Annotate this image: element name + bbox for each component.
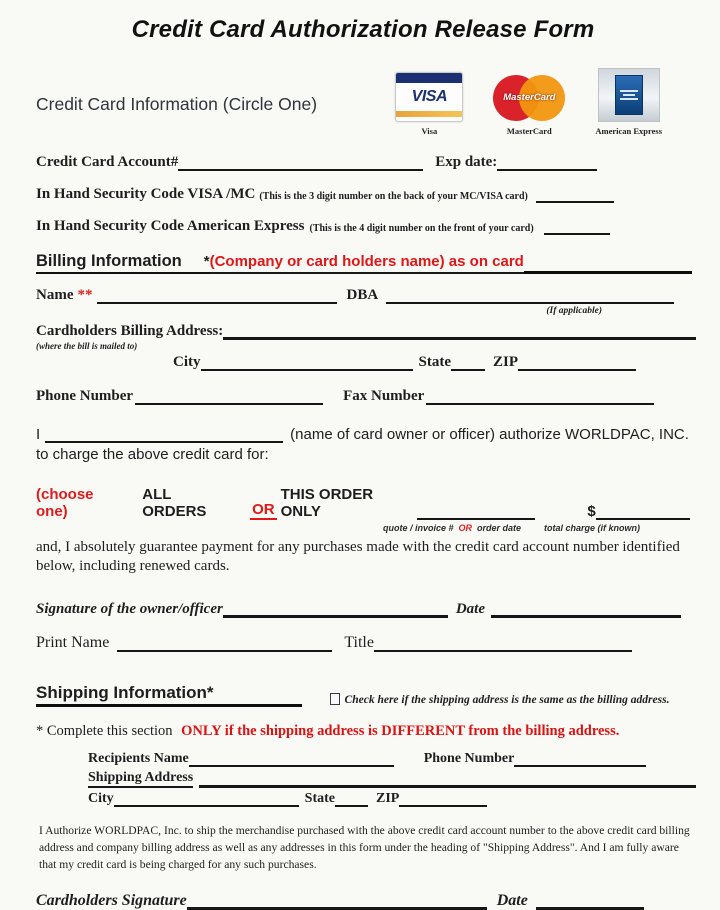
billing-header-spacer: [182, 268, 204, 274]
order-note-quote: quote / invoice #: [383, 523, 454, 533]
card-info-row: [36, 68, 690, 136]
order-note-total: total charge (if known): [544, 523, 641, 533]
exp-date-label: Exp date:: [435, 154, 498, 170]
shipping-fields: [88, 751, 690, 807]
security-visa-blank[interactable]: [536, 197, 614, 203]
shipping-heading: Shipping Information*: [36, 683, 302, 707]
security-amex-row: [36, 218, 690, 235]
authorizer-suffix: (name of card owner or officer) authorize WORLDPAC, INC.: [290, 426, 689, 443]
recipients-row: [88, 751, 690, 767]
amex-card-line: [623, 94, 635, 96]
shipping-address-row: [88, 770, 696, 788]
shipping-authorization-paragraph: I Authorize WORLDPAC, Inc. to ship the merchandise purchased with the above credit card account number to the above credit card billing address and company billing address as well as any addresses in this form under the heading of "Shipping Address". And I am fully aware that my credit card is being charged for any such purchases.: [39, 823, 690, 872]
dba-blank[interactable]: [386, 298, 674, 304]
complete-note-red: ONLY if the shipping address is DIFFERENT from the billing address.: [181, 722, 620, 739]
dba-note: (If applicable): [546, 306, 602, 316]
visa-logo-icon: [395, 72, 463, 122]
print-name-row: [36, 634, 690, 652]
cardholder-signature-row: [36, 892, 690, 910]
owner-signature-label: Signature of the owner/officer: [36, 600, 223, 617]
security-amex-blank[interactable]: [544, 229, 610, 235]
card-info-heading: Credit Card Information (Circle One): [36, 94, 318, 114]
exp-date-blank[interactable]: [497, 165, 597, 171]
authorizer-prefix: I: [36, 426, 41, 443]
all-orders-option[interactable]: ALL ORDERS: [142, 486, 207, 520]
order-note-row: [383, 523, 690, 533]
owner-date-blank[interactable]: [491, 611, 681, 618]
page-title: Credit Card Authorization Release Form: [131, 16, 595, 43]
mastercard-label: MasterCard: [506, 126, 552, 136]
security-amex-note: (This is the 4 digit number on the front of your card): [309, 223, 534, 234]
shipping-city-row: [88, 791, 690, 807]
visa-label: Visa: [421, 126, 438, 136]
mastercard-logo-text: MasterCard: [503, 92, 556, 103]
security-visa-label: In Hand Security Code VISA /MC: [36, 186, 256, 202]
billing-phone-blank[interactable]: [135, 399, 323, 405]
billing-address-blank[interactable]: [223, 333, 696, 340]
authorizer-row: [36, 426, 690, 443]
shipping-state-blank[interactable]: [335, 801, 368, 807]
amex-label: American Express: [595, 126, 662, 136]
cardholder-signature-label: Cardholders Signature: [36, 891, 187, 909]
recipients-name-blank[interactable]: [189, 761, 394, 767]
mastercard-logo-icon: [493, 74, 565, 122]
billing-address-row: [36, 323, 696, 340]
billing-state-label: State: [418, 354, 451, 370]
security-visa-row: [36, 186, 690, 203]
shipping-address-blank[interactable]: [199, 781, 696, 788]
complete-note-prefix: * Complete this section: [36, 722, 173, 739]
authorizer-name-blank[interactable]: [45, 437, 283, 443]
amex-logo-icon: [598, 68, 660, 122]
choose-one-row: [36, 486, 690, 520]
print-name-label: Print Name: [36, 633, 110, 651]
billing-header-line: [524, 267, 692, 274]
fax-label: Fax Number: [343, 388, 425, 404]
phone-fax-row: [36, 388, 690, 405]
charge-line: to charge the above credit card for:: [36, 446, 269, 463]
complete-section-note: [36, 723, 690, 740]
billing-zip-label: ZIP: [493, 354, 519, 370]
visa-logo-top-band: [396, 73, 462, 83]
billing-city-row: [173, 354, 690, 371]
dollar-sign: $: [587, 503, 596, 520]
card-logos: [395, 68, 662, 136]
shipping-zip-label: ZIP: [376, 790, 400, 806]
shipping-phone-blank[interactable]: [514, 761, 646, 767]
billing-state-blank[interactable]: [451, 365, 485, 371]
amex-card-line: [620, 90, 638, 92]
authorization-block: [36, 426, 690, 463]
name-label: Name: [36, 287, 74, 303]
security-visa-note: (This is the 3 digit number on the back of your MC/VISA card): [259, 191, 528, 202]
or-word: OR: [252, 501, 275, 518]
billing-phone-label: Phone Number: [36, 388, 134, 404]
order-number-blank[interactable]: [417, 514, 535, 520]
amex-card-line: [620, 98, 638, 100]
billing-heading-star: *: [204, 253, 210, 274]
visa-option[interactable]: [395, 72, 463, 136]
cardholder-signature-blank[interactable]: [187, 903, 487, 910]
shipping-city-label: City: [88, 790, 114, 806]
billing-address-note: (where the bill is mailed to): [36, 341, 138, 351]
name-blank[interactable]: [97, 298, 337, 304]
title-blank[interactable]: [374, 646, 632, 652]
choose-one-label: (choose one): [36, 486, 94, 520]
same-address-checkbox[interactable]: [330, 693, 340, 705]
visa-logo-gold-stripe: [396, 111, 462, 117]
shipping-phone-label: Phone Number: [423, 750, 515, 766]
shipping-state-label: State: [304, 790, 335, 806]
order-note-date: order date: [477, 523, 522, 533]
final-date-blank[interactable]: [536, 903, 644, 910]
account-blank[interactable]: [178, 165, 423, 171]
owner-signature-blank[interactable]: [223, 611, 448, 618]
order-note-or: OR: [458, 523, 473, 533]
billing-city-label: City: [173, 354, 201, 370]
shipping-city-blank[interactable]: [114, 801, 299, 807]
account-label: Credit Card Account#: [36, 154, 179, 170]
name-row: [36, 287, 690, 304]
billing-section-header: [36, 252, 692, 274]
same-address-note: Check here if the shipping address is the same as the billing address.: [344, 693, 670, 706]
name-required-asterisks: **: [77, 287, 93, 303]
this-order-only-option[interactable]: THIS ORDER ONLY: [280, 486, 374, 520]
billing-zip-blank[interactable]: [518, 365, 636, 371]
billing-heading-note: (Company or card holders name) as on card: [210, 253, 524, 274]
amount-blank[interactable]: [596, 514, 690, 520]
billing-city-blank[interactable]: [201, 365, 413, 371]
title-label: Title: [344, 633, 374, 651]
billing-address-label: Cardholders Billing Address:: [36, 323, 224, 339]
shipping-address-label: Shipping Address: [88, 770, 193, 788]
dba-label: DBA: [346, 287, 379, 303]
owner-date-label: Date: [455, 600, 485, 617]
amex-blue-card: [615, 75, 643, 115]
recipients-name-label: Recipients Name: [88, 750, 189, 766]
mastercard-option[interactable]: [493, 74, 565, 136]
shipping-zip-blank[interactable]: [399, 801, 487, 807]
final-date-label: Date: [496, 891, 528, 909]
visa-logo-text: VISA: [411, 88, 448, 105]
billing-heading: Billing Information: [36, 252, 182, 274]
guarantee-paragraph: and, I absolutely guarantee payment for any purchases made with the credit card account number identified below, including renewed cards.: [36, 539, 680, 574]
owner-signature-row: [36, 601, 690, 618]
account-row: [36, 154, 690, 171]
fax-blank[interactable]: [426, 399, 654, 405]
print-name-blank[interactable]: [117, 646, 332, 652]
shipping-section-header: [36, 683, 690, 707]
security-amex-label: In Hand Security Code American Express: [36, 218, 305, 234]
amex-option[interactable]: [595, 68, 662, 136]
